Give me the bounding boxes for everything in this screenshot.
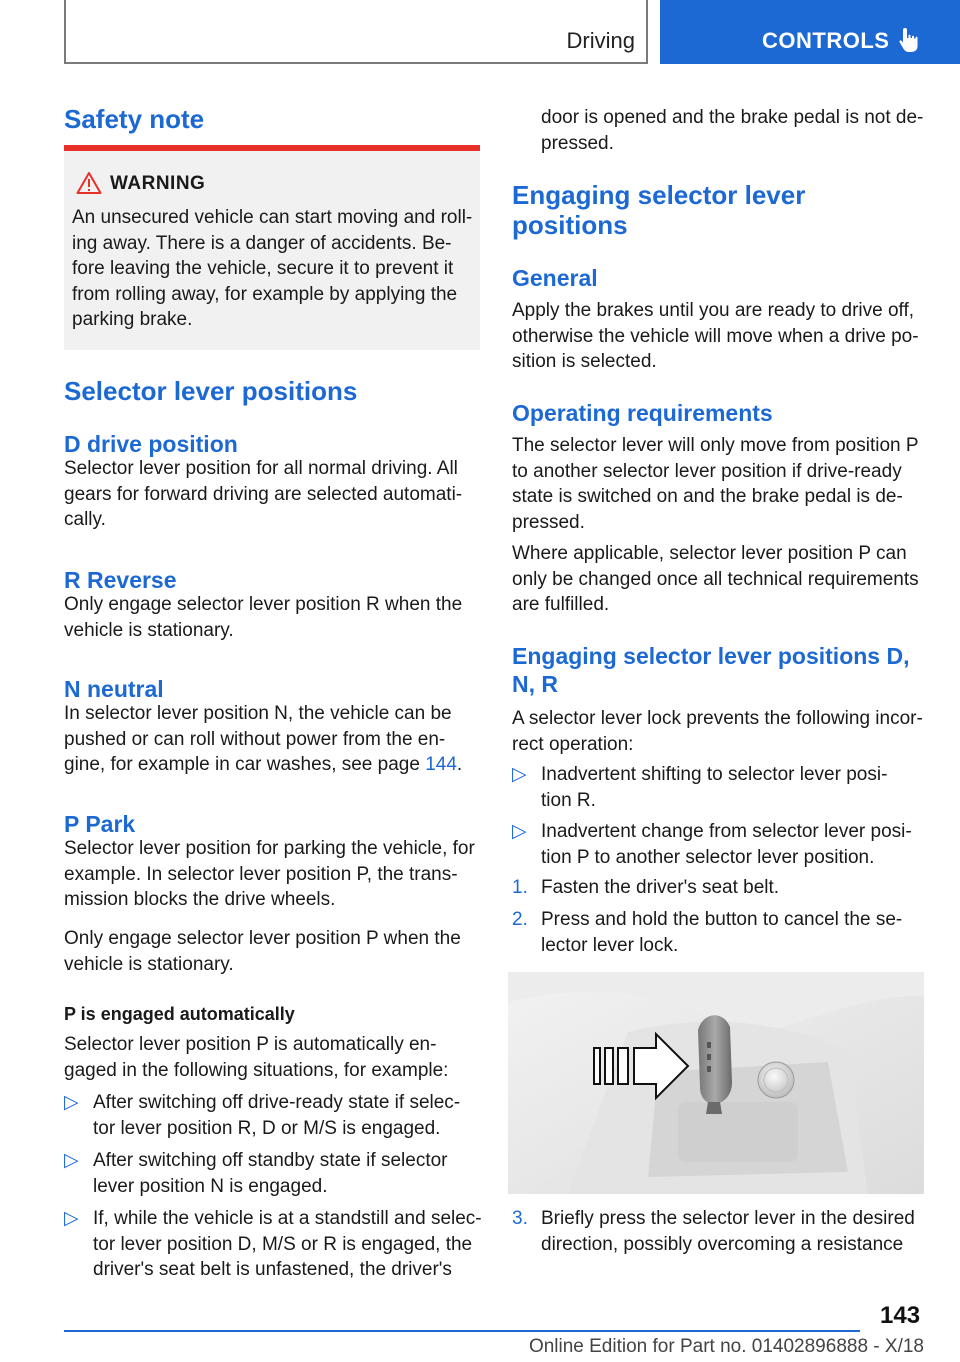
engaging-positions-heading: Engaging selector lever positions — [512, 180, 806, 240]
general-heading: General — [512, 265, 598, 291]
header-section-box — [64, 0, 648, 64]
bullet-triangle-icon: ▷ — [512, 764, 527, 785]
pointing-hand-icon — [896, 26, 924, 54]
engaging-dnr-text: A selector lever lock prevents the following incor- rect operation: — [512, 708, 923, 755]
d-drive-text: Selector lever position for all normal driving. All gears for forward driving are selected automati- cally. — [64, 458, 463, 530]
header-section-title: Driving — [566, 28, 635, 53]
r-reverse-heading: R Reverse — [64, 567, 177, 593]
operating-requirements-text-2: Where applicable, selector lever position P can only be changed once all technical requirements are fulfilled. — [512, 543, 919, 615]
operating-requirements-heading: Operating requirements — [512, 400, 773, 426]
footer-edition: Online Edition for Part no. 01402896888 - X/18 — [528, 1336, 924, 1357]
p-auto-text: Selector lever position P is automatically en- gaged in the following situations, for example: — [64, 1034, 449, 1081]
step-number: 1. — [512, 877, 528, 898]
page-number: 143 — [880, 1302, 921, 1329]
selector-lever-positions-heading: Selector lever positions — [64, 376, 358, 406]
p-park-text: Selector lever position for parking the vehicle, for example. In selector lever position P, the trans- mission blocks the drive wheels. — [64, 838, 475, 910]
warning-box — [64, 151, 480, 350]
p-park-text-2: Only engage selector lever position P when the vehicle is stationary. — [64, 928, 461, 975]
p-auto-heading: P is engaged automatically — [64, 1004, 295, 1024]
footer-divider — [64, 1330, 860, 1332]
n-neutral-text: In selector lever position N, the vehicle can be pushed or can roll without power from the en- gine, for example in car washes, see page 144. — [64, 703, 463, 775]
bullet-triangle-icon: ▷ — [512, 821, 527, 842]
header-chapter-label: CONTROLS — [762, 28, 890, 53]
step-number: 2. — [512, 909, 528, 930]
d-drive-heading: D drive position — [64, 431, 238, 457]
warning-triangle-icon — [76, 171, 102, 195]
step-number: 3. — [512, 1208, 528, 1229]
bullet-triangle-icon: ▷ — [64, 1208, 79, 1229]
p-park-heading: P Park — [64, 811, 136, 837]
n-neutral-heading: N neutral — [64, 676, 164, 702]
selector-lever-illustration — [508, 972, 924, 1194]
header-chapter-tab[interactable] — [660, 0, 960, 64]
warning-title: WARNING — [110, 173, 206, 194]
general-text: Apply the brakes until you are ready to drive off, otherwise the vehicle will move when a drive po- sition is selected. — [512, 300, 919, 372]
bullet-triangle-icon: ▷ — [64, 1092, 79, 1113]
page-link-144[interactable]: 144 — [425, 754, 457, 775]
warning-text: An unsecured vehicle can start moving and roll- ing away. There is a danger of accidents. Be- fore leaving the vehicle, secure it to prevent it from rolling away, for example by applying the parking brake. — [72, 207, 473, 330]
bullet-triangle-icon: ▷ — [64, 1150, 79, 1171]
operating-requirements-text: The selector lever will only move from position P to another selector lever position if drive-ready state is switched on and the brake pedal is de- pressed. — [512, 435, 919, 533]
safety-note-heading: Safety note — [64, 104, 205, 134]
continued-text: door is opened and the brake pedal is not de- pressed. — [541, 107, 924, 154]
engaging-dnr-heading: Engaging selector lever positions D, N, R — [512, 643, 910, 697]
r-reverse-text: Only engage selector lever position R when the vehicle is stationary. — [64, 594, 463, 641]
